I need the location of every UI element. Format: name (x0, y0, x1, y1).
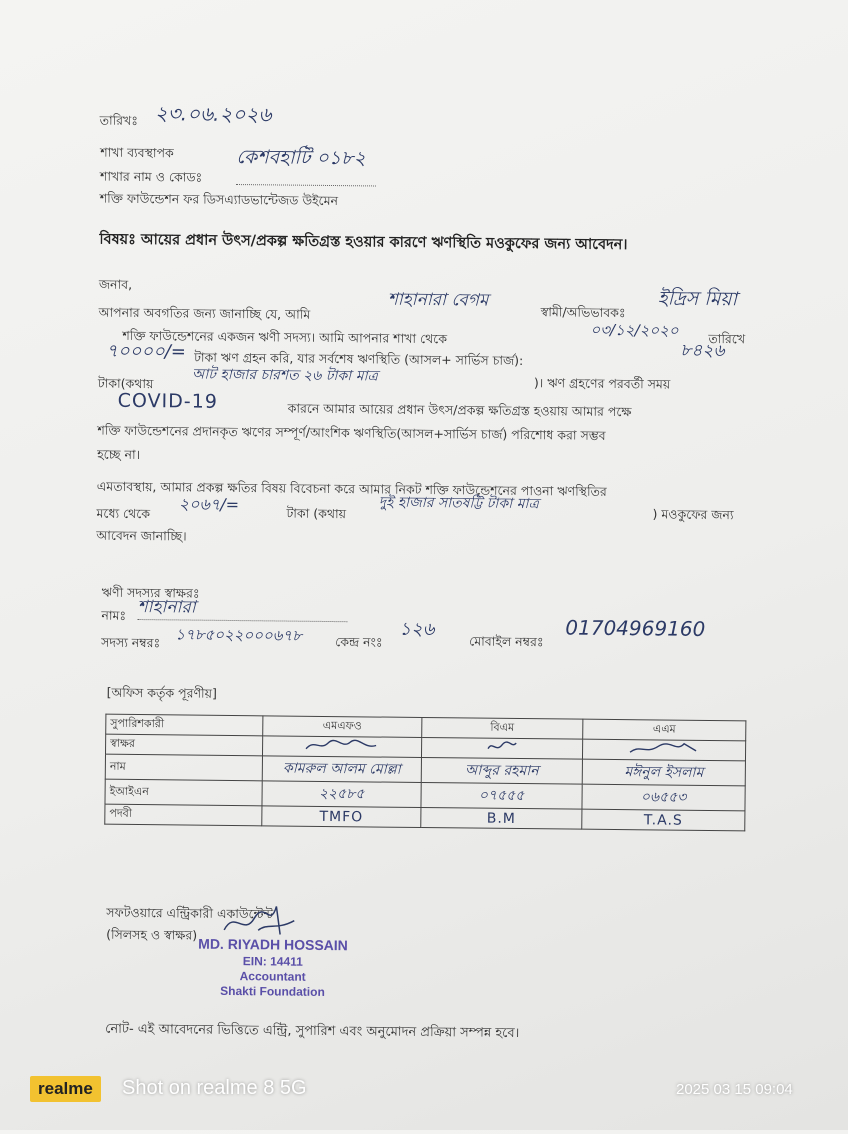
loan-amount: ৭০০০০/= (106, 340, 186, 363)
member-sign-label: ঋণী সদস্যর স্বাক্ষরঃ (101, 584, 200, 601)
balance-in-words: আট হাজার চারশত ২৬ টাকা মাত্র (191, 366, 378, 385)
table-header-cell: এএম (583, 719, 746, 741)
member-id: ১৭৮৫০২২০০০৬৭৮ (175, 625, 303, 645)
brand-badge: realme (30, 1076, 101, 1102)
body-text: এমতাবস্থায়, আমার প্রকল্প ক্ষতির বিষয় বিবেচনা করে আমার নিকট শক্তি ফাউন্ডেশনের পাওনা ঋণস্থিতির (96, 478, 607, 499)
stamp-line: Accountant (239, 968, 306, 984)
table-header-cell: বিএম (422, 717, 583, 739)
applicant-name: শাহানারা বেগম (387, 289, 489, 311)
body-text: ) মওকুফের জন্য (652, 506, 734, 523)
signature-cell (421, 737, 582, 759)
office-table (104, 714, 746, 832)
body-text: শক্তি ফাউন্ডেশনের একজন ঋণী সদস্য। আমি আপনার শাখা থেকে (122, 327, 448, 347)
body-text: স্বামী/অভিভাবকঃ (540, 304, 626, 321)
member-name: শাহানারা (137, 597, 196, 618)
body-text: আবেদন জানাচ্ছি। (96, 527, 187, 544)
table-cell: ২২৫৮৫ (262, 781, 421, 808)
body-text: শক্তি ফাউন্ডেশনের প্রদানকৃত ঋণের সম্পূর্ণ/আংশিক ঋণস্থিতি(আসল+সার্ভিস চার্জ) পরিশোধ করা সম্ভব (97, 422, 606, 443)
date-value: ২৩.০৬.২০২৬ (154, 101, 272, 127)
signature-scribble (302, 737, 382, 754)
mobile-number: 01704969160 (565, 615, 706, 641)
mobile-label: মোবাইল নম্বরঃ (469, 633, 544, 650)
branch-dotted-line (236, 174, 376, 186)
row-label: ইআইএন (105, 779, 262, 806)
software-sign-label: (সিলসহ ও স্বাক্ষর) (106, 926, 198, 943)
member-id-label: সদস্য নম্বরঃ (101, 634, 161, 651)
table-cell: কামরুল আলম মোল্লা (262, 756, 421, 783)
body-text: টাকা(কথায় (97, 375, 154, 392)
body-text: )। ঋণ গ্রহণের পরবর্তী সময় (533, 375, 671, 392)
body-text: হচ্ছে না। (97, 446, 141, 463)
loan-date: ০৩/১২/২০২০ (590, 320, 679, 340)
signature-cell (262, 736, 421, 758)
signature-scribble (624, 740, 704, 757)
reason-text: COVID-19 (117, 389, 218, 413)
table-cell: মঈনুল ইসলাম (582, 759, 745, 786)
table-cell: ০৬৫৫৩ (582, 784, 745, 811)
salutation: জনাব, (98, 276, 133, 292)
shot-on-text: Shot on realme 8 5G (122, 1077, 307, 1099)
body-text: কারনে আমার আয়ের প্রধান উৎস/প্রকল্প ক্ষতিগ্রস্ত হওয়ায় আমার পক্ষে (287, 400, 632, 420)
signature-cell (582, 739, 745, 761)
member-name-label: নামঃ (101, 607, 127, 623)
waive-amount-words: দুই হাজার সাতষট্টি টাকা মাত্র (378, 494, 539, 513)
table-header-cell: সুপারিশকারী (106, 714, 263, 736)
table-cell: TMFO (262, 806, 421, 828)
table-cell: B.M (421, 807, 582, 829)
waive-amount: ২০৬৭/= (178, 494, 240, 515)
accountant-stamp (187, 936, 358, 1000)
signature-scribble (482, 739, 522, 755)
body-text: টাকা (কথায় (286, 505, 347, 522)
center-number: ১২৬ (399, 618, 435, 641)
body-text: মধ্যে থেকে (96, 505, 151, 522)
table-header-cell: এমএফও (263, 716, 422, 738)
stamp-line: Shakti Foundation (220, 983, 325, 999)
guardian-name: ইদ্রিস মিয়া (657, 287, 738, 311)
table-cell: T.A.S (582, 809, 745, 831)
stamp-line: MD. RIYADH HOSSAIN (198, 935, 348, 954)
office-caption: [অফিস কর্তৃক পূরণীয়] (106, 684, 217, 701)
table-cell: আব্দুর রহমান (421, 757, 582, 784)
software-entry-label: সফটওয়ারে এন্ট্রিকারী একাউন্টেন্ট (106, 904, 274, 922)
branch-label: শাখার নাম ও কোডঃ (99, 168, 203, 185)
org-line: শক্তি ফাউন্ডেশন ফর ডিসএ্যাডভান্টেজড উইমেন (99, 190, 339, 209)
table-cell: ০৭৫৫৫ (421, 782, 582, 809)
stamp-line: EIN: 14411 (242, 953, 303, 969)
row-label: স্বাক্ষর (106, 734, 263, 756)
note-text: নোট- এই আবেদনের ভিত্তিতে এন্ট্রি, সুপারিশ এবং অনুমোদন প্রক্রিয়া সম্পন্ন হবে। (105, 1021, 520, 1042)
center-label: কেন্দ্র নংঃ (335, 634, 383, 650)
photo-timestamp: 2025 03 15 09:04 (676, 1081, 793, 1098)
row-label: পদবী (105, 804, 262, 826)
body-text: টাকা ঋণ গ্রহন করি, যার সর্বশেষ ঋণস্থিতি (আসল+ সার্ভিস চার্জ): (194, 349, 524, 369)
row-label: নাম (105, 754, 262, 781)
branch-value: কেশবহাটি ০১৮২ (236, 146, 366, 170)
subject-line: বিষয়ঃ আয়ের প্রধান উৎস/প্রকল্প ক্ষতিগ্রস্ত হওয়ার কারণে ঋণস্থিতি মওকুফের জন্য আবেদন। (99, 231, 628, 254)
date-label: তারিখঃ (99, 112, 139, 128)
body-text: আপনার অবগতির জন্য জানাচ্ছি যে, আমি (98, 304, 311, 322)
manager-label: শাখা ব্যবস্থাপক (100, 144, 174, 161)
name-dotted-line (137, 613, 347, 622)
body-text: তারিখে (708, 330, 746, 347)
loan-balance: ৮৪২৬ (680, 340, 725, 362)
